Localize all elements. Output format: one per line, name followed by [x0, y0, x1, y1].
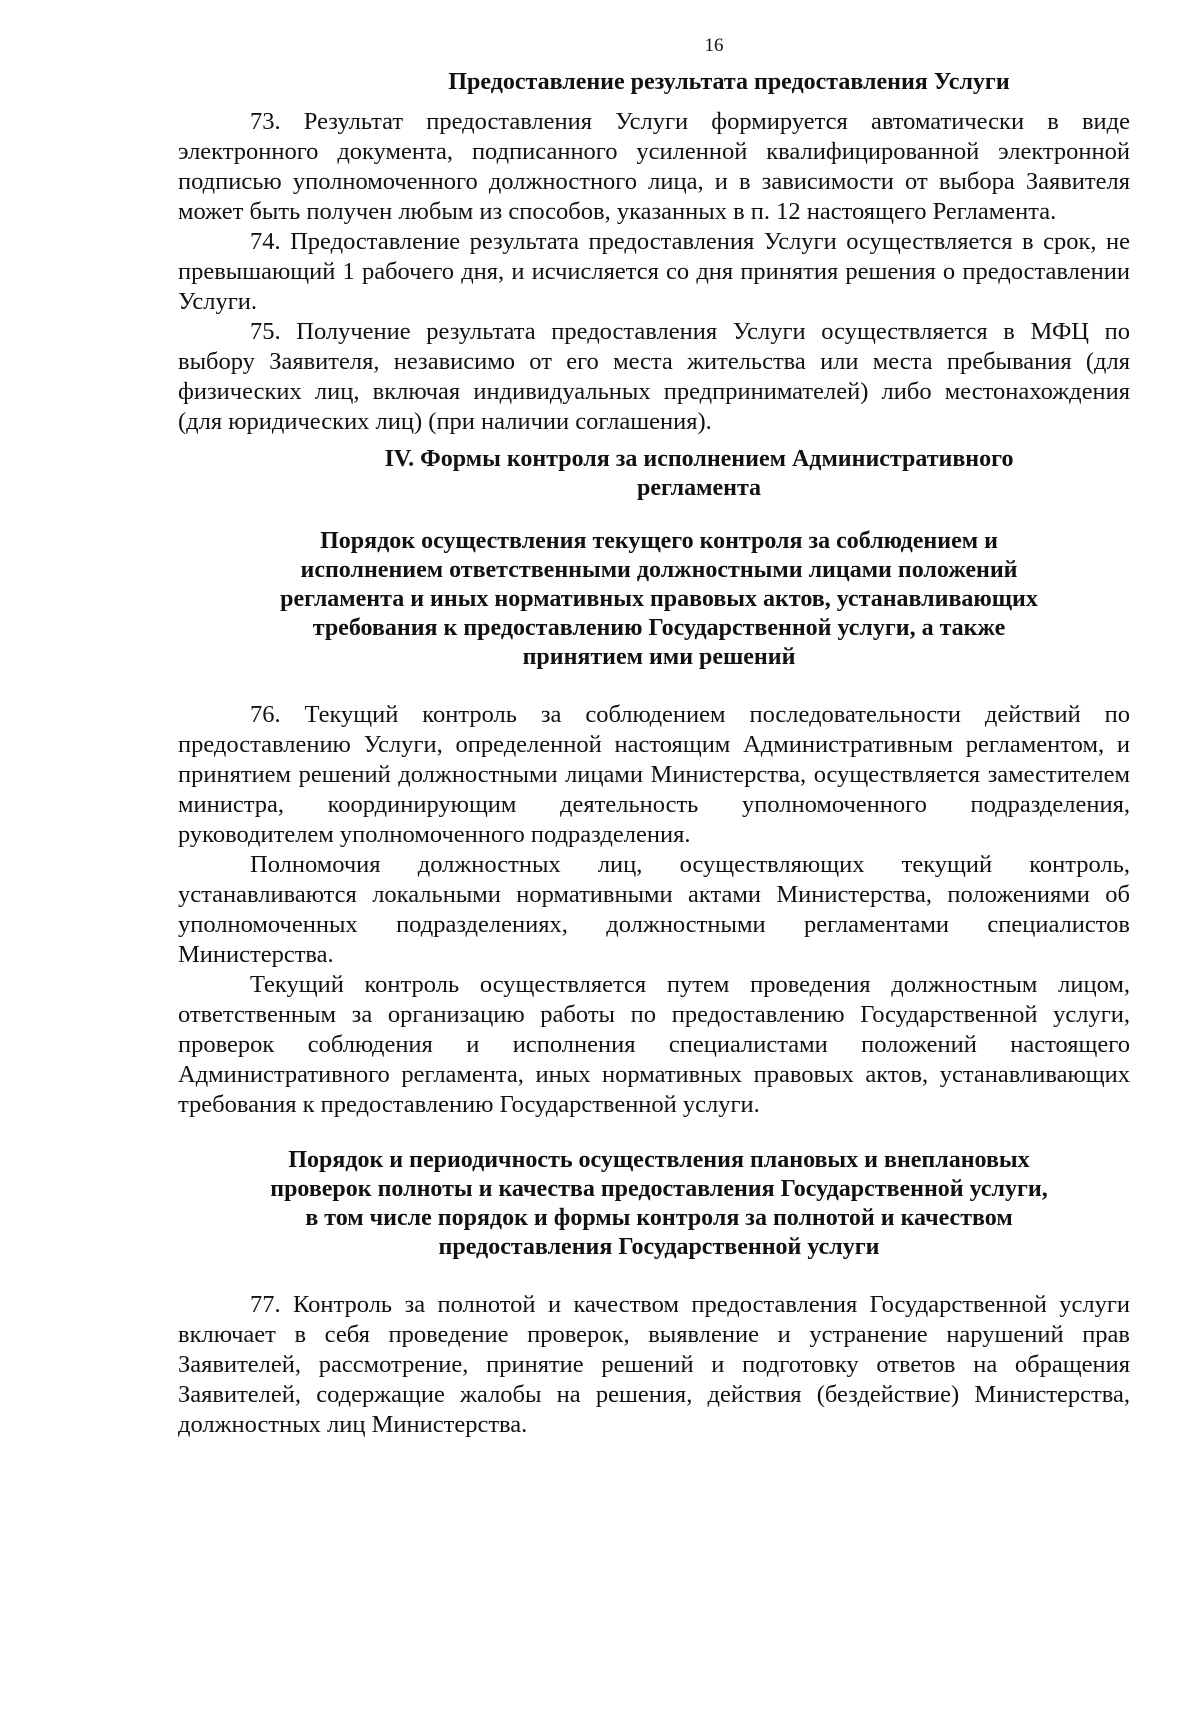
section-iv-heading-line: регламента [636, 475, 762, 501]
subsection-heading-line: исполнением ответственными должностными лицами положений [300, 557, 1018, 583]
paragraph-76-procedure: Текущий контроль осуществляется путем проведения должностным лицом, ответственным за организацию работы по предоставлению Государственной услуги, проверок соблюдения и исполнения специалистами положений настоящего Административного регламента, иных нормативных правовых актов, устанавливающих требования к предоставлению Государственной услуги. [178, 971, 1130, 1118]
paragraph-74: 74. Предоставление результата предоставления Услуги осуществляется в срок, не превышающий 1 рабочего дня, и исчисляется со дня принятия решения о предоставлении Услуги. [178, 228, 1130, 315]
subsection-heading-line: в том числе порядок и формы контроля за полнотой и качеством [305, 1205, 1013, 1231]
paragraph-77: 77. Контроль за полнотой и качеством предоставления Государственной услуги включает в себя проведение проверок, выявление и устранение нарушений прав Заявителей, рассмотрение, принятие решений и подготовку ответов на обращения Заявителей, содержащие жалобы на решения, действия (бездействие) Министерства, должностных лиц Министерства. [178, 1291, 1130, 1438]
paragraph-75: 75. Получение результата предоставления Услуги осуществляется в МФЦ по выбору Заявителя, независимо от его места жительства или места пребывания (для физических лиц, включая индивидуальных предпринимателей) либо местонахождения (для юридических лиц) (при наличии соглашения). [178, 318, 1130, 435]
section-iv-heading-line: IV. Формы контроля за исполнением Административного [384, 446, 1014, 472]
paragraph-73: 73. Результат предоставления Услуги формируется автоматически в виде электронного документа, подписанного усиленной квалифицированной электронной подписью уполномоченного должностного лица, и в зависимости от выбора Заявителя может быть получен любым из способов, указанных в п. 12 настоящего Регламента. [178, 108, 1130, 225]
heading-result-provision: Предоставление результата предоставления Услуги [448, 69, 1010, 95]
subsection-current-control-heading [178, 527, 1130, 672]
subsection-heading-line: Порядок и периодичность осуществления плановых и внеплановых [288, 1147, 1030, 1173]
subsection-heading-line: требования к предоставлению Государственной услуги, а также [312, 615, 1006, 641]
paragraph-76-powers: Полномочия должностных лиц, осуществляющих текущий контроль, устанавливаются локальными нормативными актами Министерства, положениями об уполномоченных подразделениях, должностными регламентами специалистов Министерства. [178, 851, 1130, 968]
subsection-inspections-heading [178, 1146, 1130, 1262]
page-number: 16 [704, 35, 724, 56]
subsection-heading-line: предоставления Государственной услуги [438, 1234, 880, 1260]
paragraph-76: 76. Текущий контроль за соблюдением последовательности действий по предоставлению Услуги, определенной настоящим Административным регламентом, и принятием решений должностными лицами Министерства, осуществляется заместителем министра, координирующим деятельность уполномоченного подразделения, руководителем уполномоченного подразделения. [178, 701, 1130, 848]
subsection-heading-line: проверок полноты и качества предоставления Государственной услуги, [270, 1176, 1048, 1202]
subsection-heading-line: Порядок осуществления текущего контроля за соблюдением и [320, 528, 998, 554]
subsection-heading-line: принятием ими решений [522, 644, 796, 670]
section-iv-heading [178, 445, 1130, 503]
subsection-heading-line: регламента и иных нормативных правовых актов, устанавливающих [280, 586, 1038, 612]
